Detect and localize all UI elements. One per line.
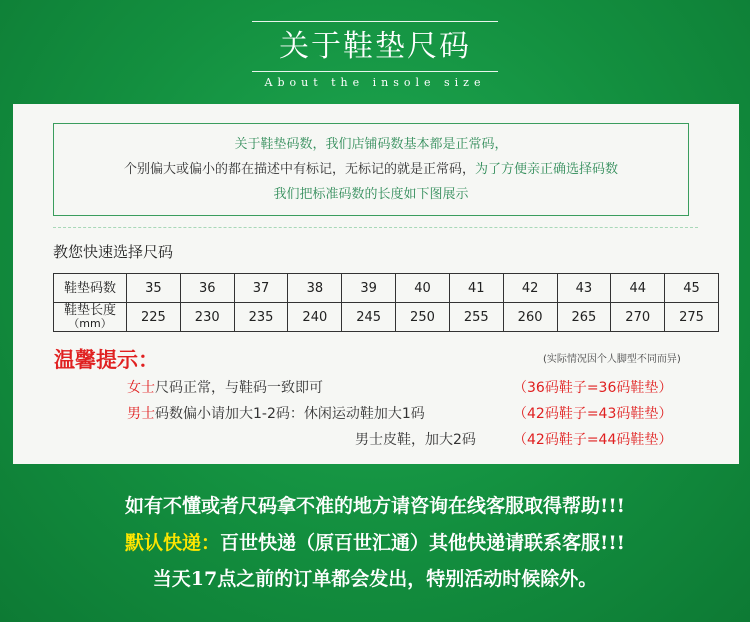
length-cell: 250 <box>396 303 450 332</box>
size-cell: 37 <box>234 274 288 303</box>
title-divider-top <box>252 21 498 22</box>
notice-line-2-green: 为了方便亲正确选择码数 <box>475 162 619 177</box>
length-cell: 275 <box>665 303 719 332</box>
title-divider-bottom <box>252 71 498 72</box>
rule-women-prefix: 女士 <box>127 380 155 396</box>
rule-men-leather-example: （42码鞋子=44码鞋垫） <box>513 432 673 448</box>
rule-women <box>127 377 323 397</box>
rule-men-prefix: 男士 <box>127 406 155 422</box>
length-cell: 240 <box>288 303 342 332</box>
rule-men-casual-text: 码数偏小请加大1-2码：休闲运动鞋加大1码 <box>155 406 425 422</box>
page-subtitle: About the insole size <box>264 76 486 89</box>
footer-shipping-line <box>0 528 750 555</box>
size-cell: 43 <box>557 274 611 303</box>
notice-line-3: 我们把标准码数的长度如下图展示 <box>273 187 469 202</box>
length-cell: 230 <box>180 303 234 332</box>
notice-line-2 <box>54 157 688 182</box>
size-cell: 38 <box>288 274 342 303</box>
rule-men-leather: 男士皮鞋，加大2码 <box>355 432 476 448</box>
length-unit: （mm） <box>68 317 112 330</box>
length-label-text: 鞋垫长度 <box>63 303 116 318</box>
size-cell: 41 <box>449 274 503 303</box>
notice-line-2-dark: 个别偏大或偏小的都在描述中有标记，无标记的就是正常码， <box>123 162 475 177</box>
length-cell: 245 <box>342 303 396 332</box>
size-cell: 42 <box>503 274 557 303</box>
footer-shipping-label: 默认快递： <box>124 532 220 554</box>
size-cell: 39 <box>342 274 396 303</box>
length-row-label <box>54 303 127 332</box>
size-table <box>53 273 719 332</box>
size-cell: 35 <box>127 274 181 303</box>
page-title: 关于鞋垫尺码 <box>279 29 471 64</box>
length-cell: 270 <box>611 303 665 332</box>
content-panel <box>13 104 739 464</box>
rule-men-casual-example: （42码鞋子=43码鞋垫） <box>513 406 673 422</box>
rule-women-example: （36码鞋子=36码鞋垫） <box>513 380 673 396</box>
size-cell: 40 <box>396 274 450 303</box>
size-row-label: 鞋垫码数 <box>54 274 127 303</box>
length-cell: 260 <box>503 303 557 332</box>
length-cell: 255 <box>449 303 503 332</box>
size-row <box>54 274 719 303</box>
tips-title: 温馨提示： <box>54 347 159 372</box>
footer-help-line: 如有不懂或者尺码拿不准的地方请咨询在线客服取得帮助!!! <box>124 495 626 517</box>
size-notice-box <box>53 123 689 216</box>
tips-note: (实际情况因个人脚型不同而异) <box>543 354 681 365</box>
length-cell: 235 <box>234 303 288 332</box>
footer-dispatch-line: 当天17点之前的订单都会发出，特别活动时候除外。 <box>152 568 598 590</box>
size-cell: 45 <box>665 274 719 303</box>
size-cell: 44 <box>611 274 665 303</box>
footer-shipping-text: 百世快递（原百世汇通）其他快递请联系客服!!! <box>219 532 626 554</box>
notice-line-1: 关于鞋垫码数，我们店铺码数基本都是正常码， <box>234 137 508 152</box>
dashed-divider <box>53 227 698 228</box>
rule-women-text: 尺码正常，与鞋码一致即可 <box>155 380 323 396</box>
length-cell: 265 <box>557 303 611 332</box>
rule-men-casual <box>127 403 425 423</box>
size-guide-heading: 教您快速选择尺码 <box>53 243 174 261</box>
size-cell: 36 <box>180 274 234 303</box>
length-cell: 225 <box>127 303 181 332</box>
length-row <box>54 303 719 332</box>
